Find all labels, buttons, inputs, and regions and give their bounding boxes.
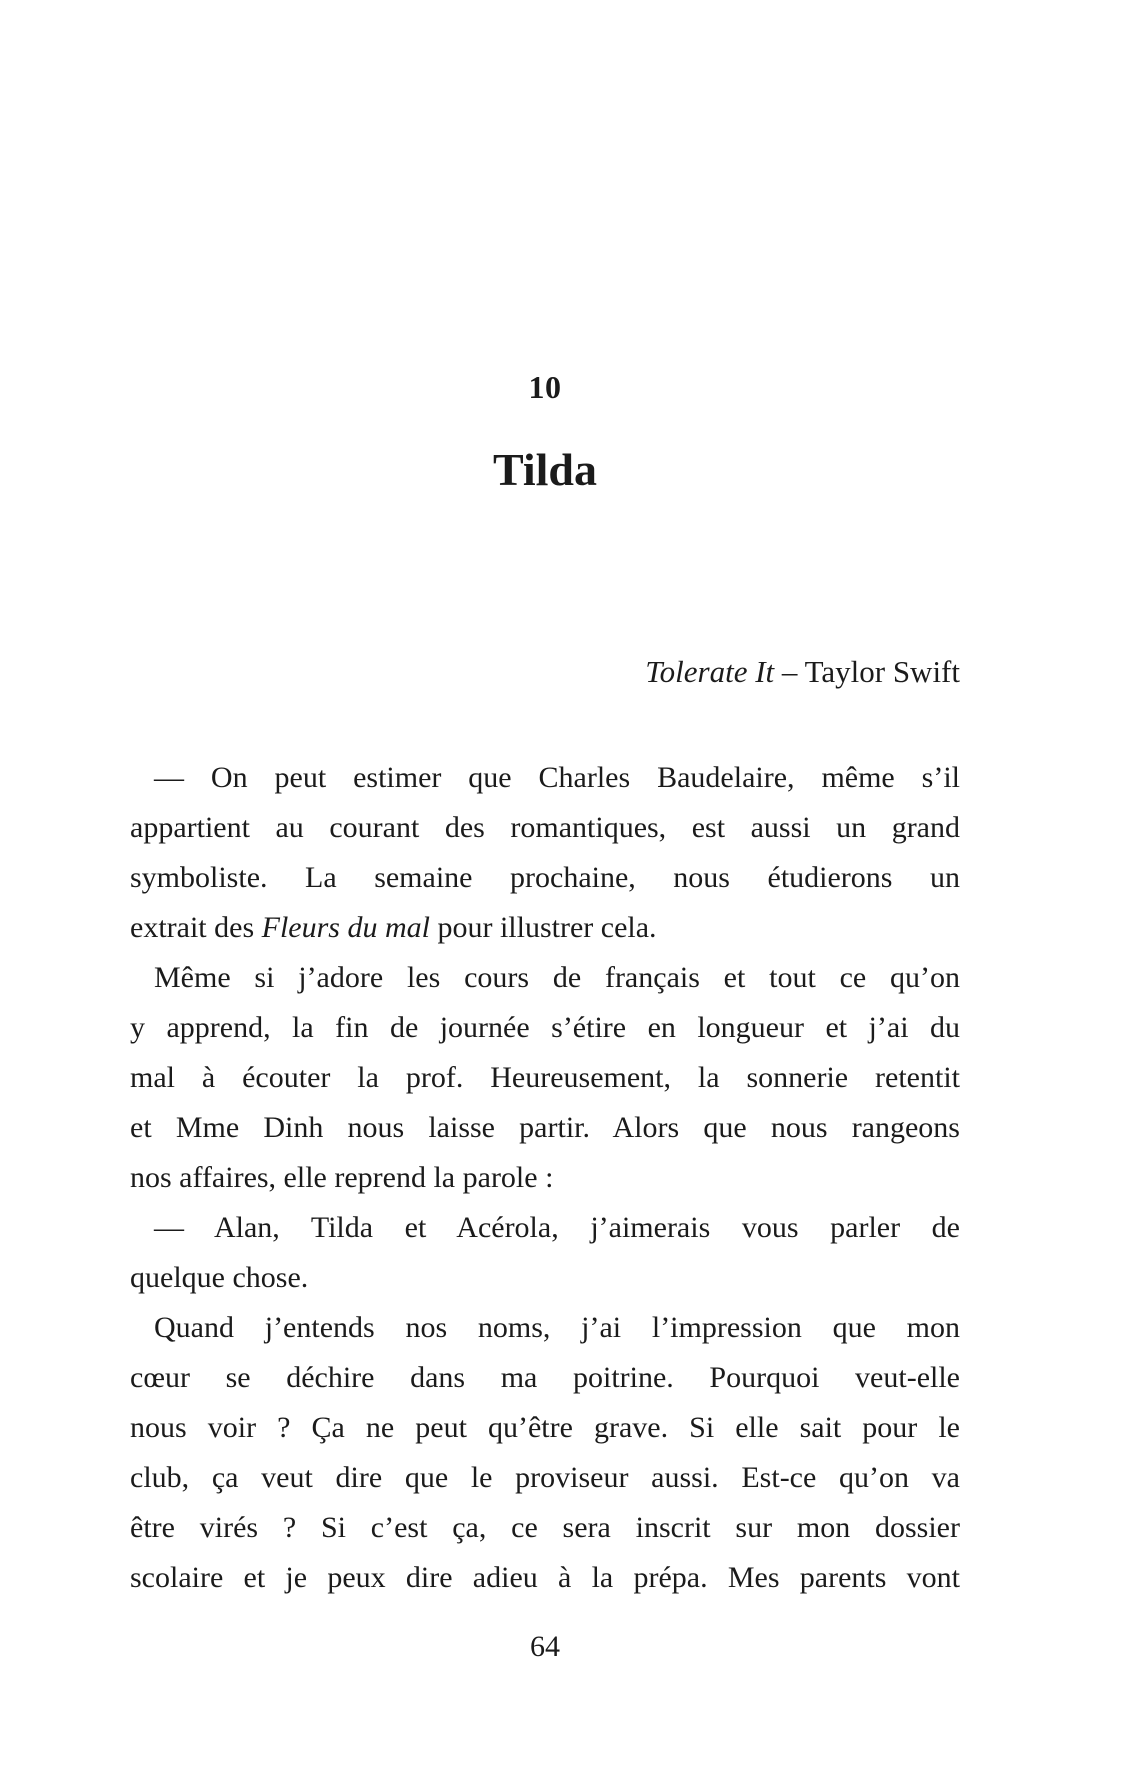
body-text bbox=[130, 753, 960, 1603]
text-segment: extrait des bbox=[130, 911, 262, 944]
body-text-line bbox=[130, 1053, 960, 1103]
text-segment: appartient au courant des romantiques, est aussi un grand bbox=[130, 811, 960, 844]
chapter-title: Tilda bbox=[493, 444, 597, 495]
body-text-line bbox=[130, 1203, 960, 1253]
body-text-line bbox=[130, 1553, 960, 1603]
body-text-line bbox=[130, 803, 960, 853]
body-text-line bbox=[130, 1403, 960, 1453]
text-segment: Quand j’entends nos noms, j’ai l’impression que mon bbox=[154, 1311, 960, 1344]
body-text-line bbox=[130, 1003, 960, 1053]
body-text-line bbox=[130, 903, 960, 953]
text-segment: club, ça veut dire que le proviseur aussi. Est-ce qu’on va bbox=[130, 1461, 960, 1494]
body-text-line bbox=[130, 1253, 960, 1303]
text-segment: et Mme Dinh nous laisse partir. Alors que nous rangeons bbox=[130, 1111, 960, 1144]
text-segment: scolaire et je peux dire adieu à la prépa. Mes parents vont bbox=[130, 1561, 960, 1594]
epigraph-song-title: Tolerate It bbox=[645, 654, 775, 689]
body-text-line bbox=[130, 1303, 960, 1353]
body-text-line bbox=[130, 853, 960, 903]
body-text-line bbox=[130, 1453, 960, 1503]
text-segment: nous voir ? Ça ne peut qu’être grave. Si elle sait pour le bbox=[130, 1411, 960, 1444]
text-segment: mal à écouter la prof. Heureusement, la sonnerie retentit bbox=[130, 1061, 960, 1094]
chapter-number: 10 bbox=[528, 369, 562, 405]
body-text-line bbox=[130, 1153, 960, 1203]
page-number: 64 bbox=[530, 1630, 560, 1663]
text-segment: cœur se déchire dans ma poitrine. Pourquoi veut-elle bbox=[130, 1361, 960, 1394]
text-segment: — On peut estimer que Charles Baudelaire, même s’il bbox=[154, 761, 960, 794]
body-text-line bbox=[130, 753, 960, 803]
text-segment: y apprend, la fin de journée s’étire en longueur et j’ai du bbox=[130, 1011, 960, 1044]
text-column bbox=[130, 0, 960, 1776]
epigraph bbox=[130, 650, 960, 693]
body-text-line bbox=[130, 953, 960, 1003]
body-text-line bbox=[130, 1103, 960, 1153]
text-segment: nos affaires, elle reprend la parole : bbox=[130, 1161, 554, 1194]
italic-text-segment: Fleurs du mal bbox=[261, 911, 430, 944]
text-segment: Même si j’adore les cours de français et tout ce qu’on bbox=[154, 961, 960, 994]
text-segment: pour illustrer cela. bbox=[429, 911, 657, 944]
body-text-line bbox=[130, 1503, 960, 1553]
text-segment: symboliste. La semaine prochaine, nous étudierons un bbox=[130, 861, 960, 894]
body-text-line bbox=[130, 1353, 960, 1403]
text-segment: être virés ? Si c’est ça, ce sera inscrit sur mon dossier bbox=[130, 1511, 960, 1544]
text-segment: — Alan, Tilda et Acérola, j’aimerais vous parler de bbox=[154, 1211, 960, 1244]
epigraph-attribution: – Taylor Swift bbox=[774, 654, 960, 689]
text-segment: quelque chose. bbox=[130, 1261, 309, 1294]
